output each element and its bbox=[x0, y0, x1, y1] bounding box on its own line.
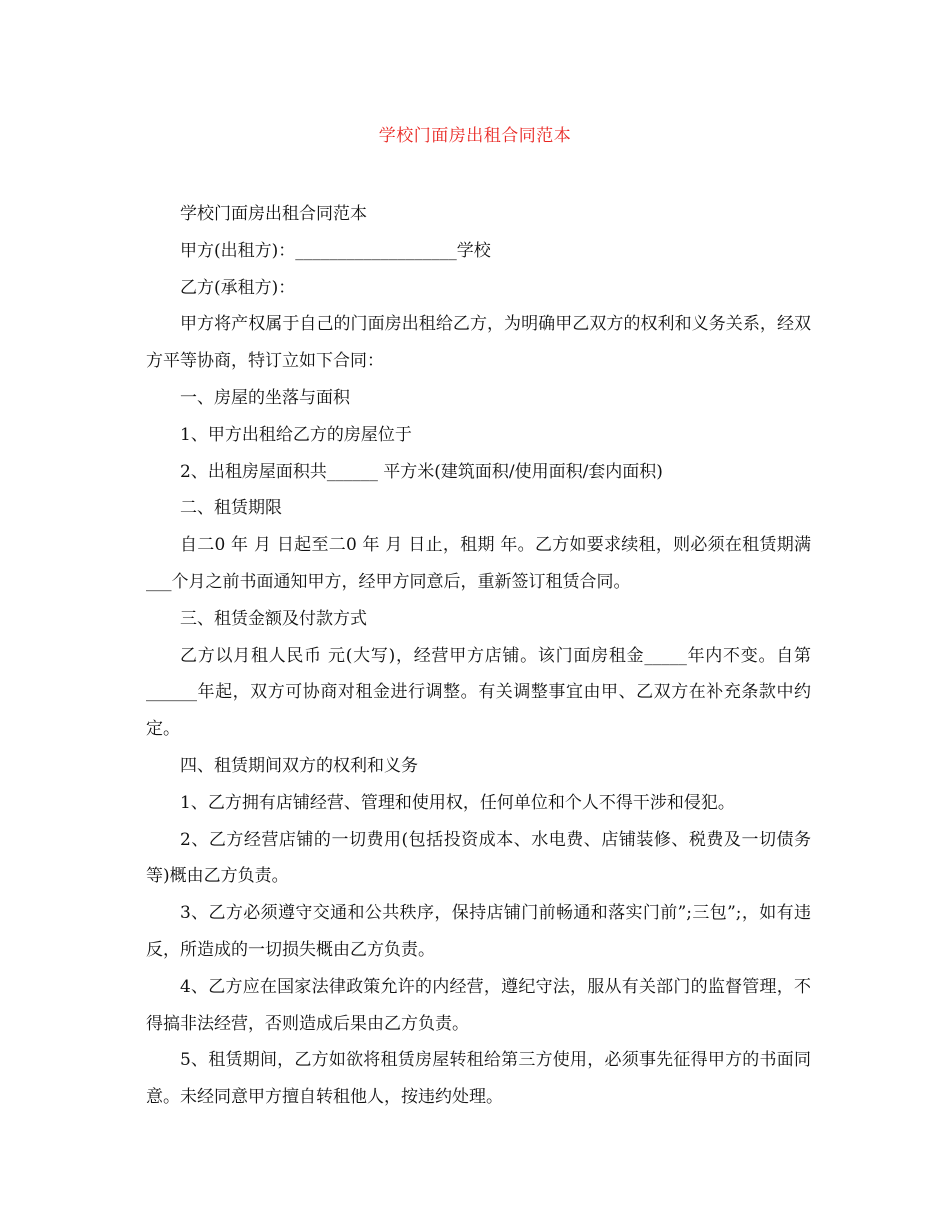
paragraph-area: 2、出租房屋面积共______ 平方米(建筑面积/使用面积/套内面积) bbox=[180, 461, 663, 482]
paragraph-rent: 乙方以月租人民币 元(大写)，经营甲方店铺。该门面房租金_____年内不变。自第______年起，双方可协商对租金进行调整。有关调整事宜由甲、乙双方在补充条款中约定。 bbox=[146, 645, 811, 740]
paragraph-heading: 学校门面房出租合同范本 bbox=[180, 204, 367, 224]
paragraph-right-1: 1、乙方拥有店铺经营、管理和使用权，任何单位和个人不得干涉和侵犯。 bbox=[180, 792, 735, 813]
document-body bbox=[146, 196, 811, 1116]
paragraph-right-4: 4、乙方应在国家法律政策允许的内经营，遵纪守法，服从有关部门的监督管理，不得搞非法经营，否则造成后果由乙方负责。 bbox=[146, 976, 811, 1034]
section-heading-rights: 四、租赁期间双方的权利和义务 bbox=[180, 755, 418, 776]
paragraph-party-b: 乙方(承租方)： bbox=[180, 277, 296, 298]
paragraph-preamble: 甲方将产权属于自己的门面房出租给乙方，为明确甲乙双方的权利和义务关系，经双方平等协商，特订立如下合同： bbox=[146, 314, 811, 372]
paragraph-right-5: 5、租赁期间，乙方如欲将租赁房屋转租给第三方使用，必须事先征得甲方的书面同意。未经同意甲方擅自转租他人，按违约处理。 bbox=[146, 1050, 811, 1108]
document-title: 学校门面房出租合同范本 bbox=[378, 126, 572, 146]
paragraph-right-3: 3、乙方必须遵守交通和公共秩序，保持店铺门前畅通和落实门前”;三包”;，如有违反，所造成的一切损失概由乙方负责。 bbox=[146, 903, 811, 960]
section-heading-rent: 三、租赁金额及付款方式 bbox=[180, 608, 367, 629]
paragraph-location: 1、甲方出租给乙方的房屋位于 bbox=[180, 424, 412, 445]
section-heading-term: 二、租赁期限 bbox=[180, 498, 282, 519]
paragraph-term: 自二0 年 月 日起至二0 年 月 日止，租期 年。乙方如要求续租，则必须在租赁期满___个月之前书面通知甲方，经甲方同意后，重新签订租赁合同。 bbox=[146, 535, 811, 592]
paragraph-right-2: 2、乙方经营店铺的一切费用(包括投资成本、水电费、店铺装修、税费及一切债务等)概由乙方负责。 bbox=[146, 829, 811, 887]
section-heading-location: 一、房屋的坐落与面积 bbox=[180, 387, 350, 408]
paragraph-party-a: 甲方(出租方)：___________________学校 bbox=[180, 240, 491, 261]
